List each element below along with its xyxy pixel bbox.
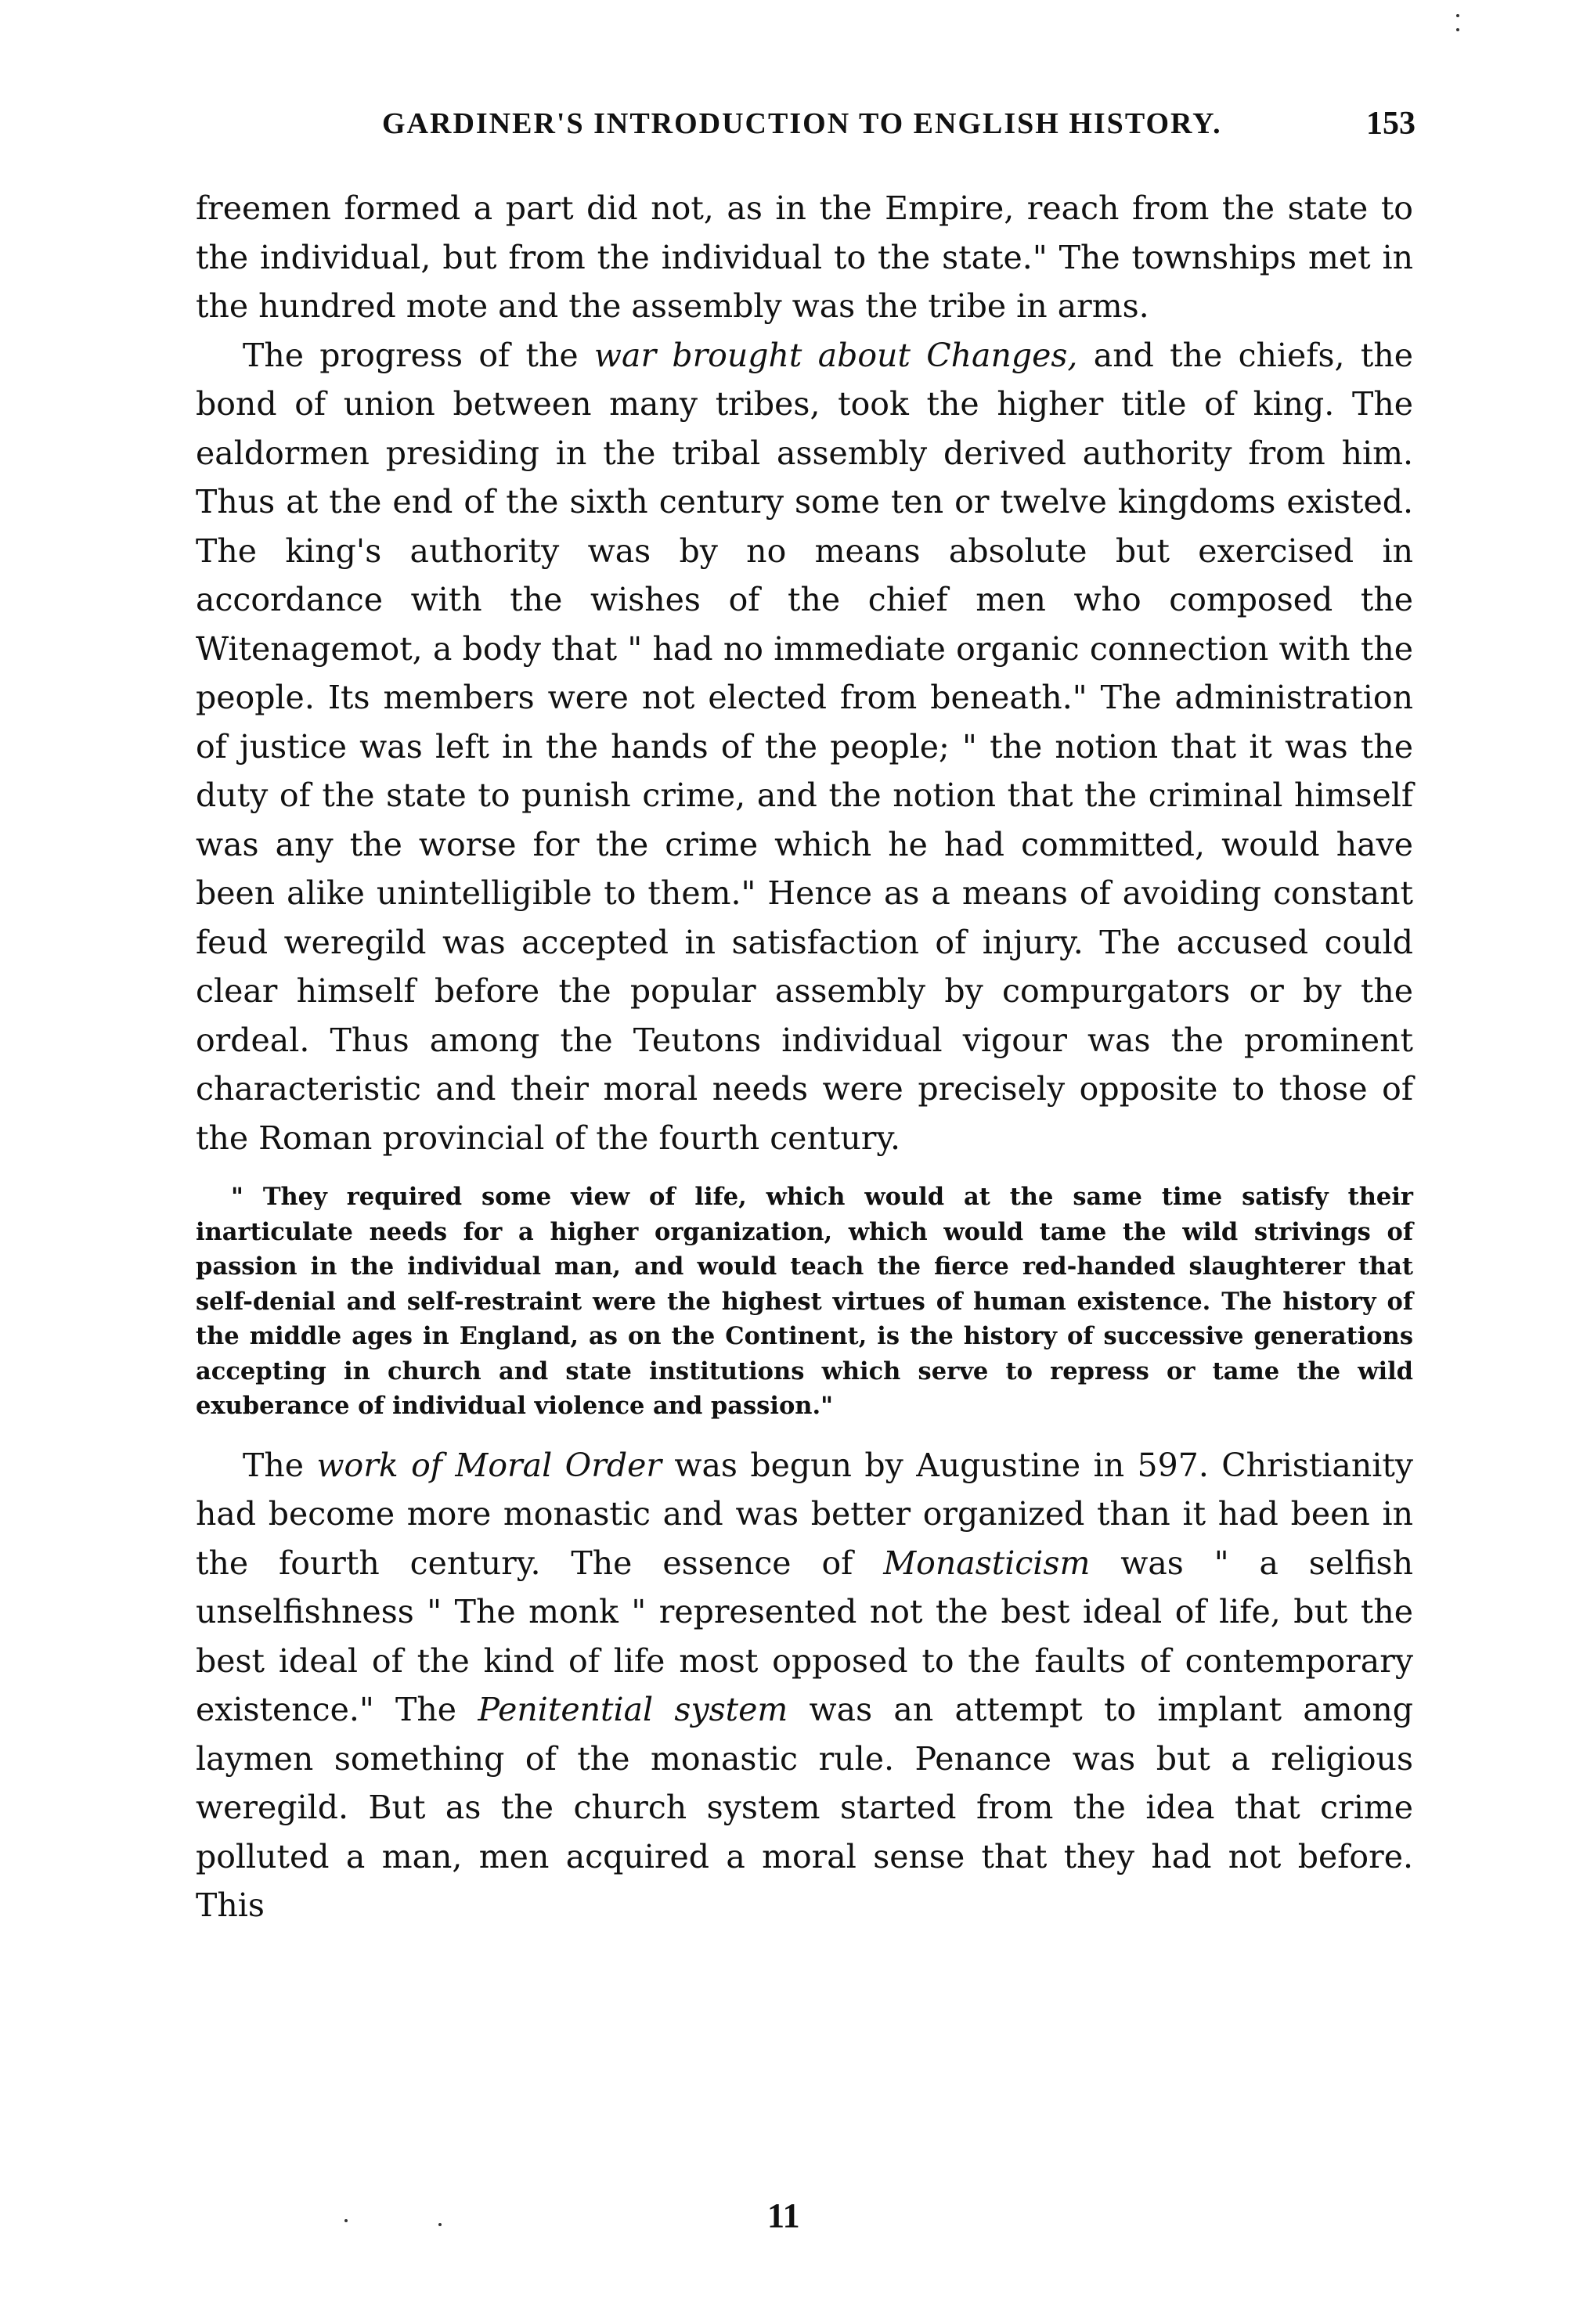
print-speck xyxy=(1456,28,1459,31)
running-title: GARDINER'S INTRODUCTION TO ENGLISH HISTORY. xyxy=(382,107,1222,140)
print-speck xyxy=(438,2223,442,2226)
paragraph-1-text: freemen formed a part did not, as in the Empire, reach from the state to the individual, but from the individual to the state." The townships met in the hundred mote and the assembly was the tribe in arms. xyxy=(196,189,1413,325)
paragraph-3-italic-work-of-moral-order: work of Moral Order xyxy=(316,1446,662,1484)
paragraph-2-text-b: and the chiefs, the bond of union between many tribes, took the higher title of king. The ealdormen presiding in the tribal assembly derived authority from him. Thus at the end of the sixth century some ten or twelve kingdoms existed. The king's authority was by no means absolute but exercised in accordance with the wishes of the chief men who composed the Witenagemot, a body that " had no immediate organic connection with the people. Its members were not elected from beneath." The administration of justice was left in the hands of the people; " the notion that it was the duty of the state to punish crime, and the notion that the criminal himself was any the worse for the crime which he had committed, would have been alike unintelligible to them." Hence as a means of avoiding constant feud weregild was accepted in satisfaction of injury. The accused could clear himself before the popular assembly by compurgators or by the ordeal. Thus among the Teutons individual vigour was the prominent characteristic and their moral needs were precisely opposite to those of the Roman provincial of the fourth century. xyxy=(196,336,1413,1157)
print-speck xyxy=(1456,14,1459,17)
block-quote xyxy=(196,1180,1413,1424)
block-quote-text: " They required some view of life, which would at the same time satisfy their inarticulate needs for a higher organization, which would tame the wild strivings of passion in the individual man, and would teach the fierce red-handed slaughterer that self-denial and self-restraint were the highest virtues of human existence. The history of the middle ages in England, as on the Continent, is the history of successive generations accepting in church and state institutions which serve to repress or tame the wild exuberance of individual violence and passion." xyxy=(196,1183,1413,1420)
paragraph-3-italic-penitential-system: Penitential system xyxy=(478,1691,788,1728)
signature-mark: 11 xyxy=(767,2196,800,2235)
paragraph-2 xyxy=(196,331,1413,1163)
body-text xyxy=(196,184,1413,1930)
paragraph-2-text-a: The progress of the xyxy=(243,336,594,374)
paragraph-3-italic-monasticism: Monasticism xyxy=(883,1544,1091,1582)
paragraph-3 xyxy=(196,1441,1413,1930)
paragraph-1 xyxy=(196,184,1413,331)
paragraph-3-text-a: The xyxy=(243,1446,317,1484)
page-number: 153 xyxy=(1366,106,1416,142)
paragraph-2-italic-war-brought-about-changes: war brought about Changes, xyxy=(593,336,1078,374)
paragraph-3-text-c: was " a selfish unselfishness " The monk " represented not the best ideal of life, but the best ideal of the kind of life most opposed to the faults of contemporary existence." The xyxy=(196,1544,1413,1728)
paragraph-3-text-b: was begun by Augustine in 597. Christianity had become more monastic and was better organized than it had been in the fourth century. The essence of xyxy=(196,1446,1413,1582)
print-speck xyxy=(344,2219,348,2222)
paragraph-3-text-d: was an attempt to implant among laymen something of the monastic rule. Penance was but a religious weregild. But as the church system started from the idea that crime polluted a man, men acquired a moral sense that they had not before. This xyxy=(196,1691,1413,1924)
page-header xyxy=(196,100,1416,147)
